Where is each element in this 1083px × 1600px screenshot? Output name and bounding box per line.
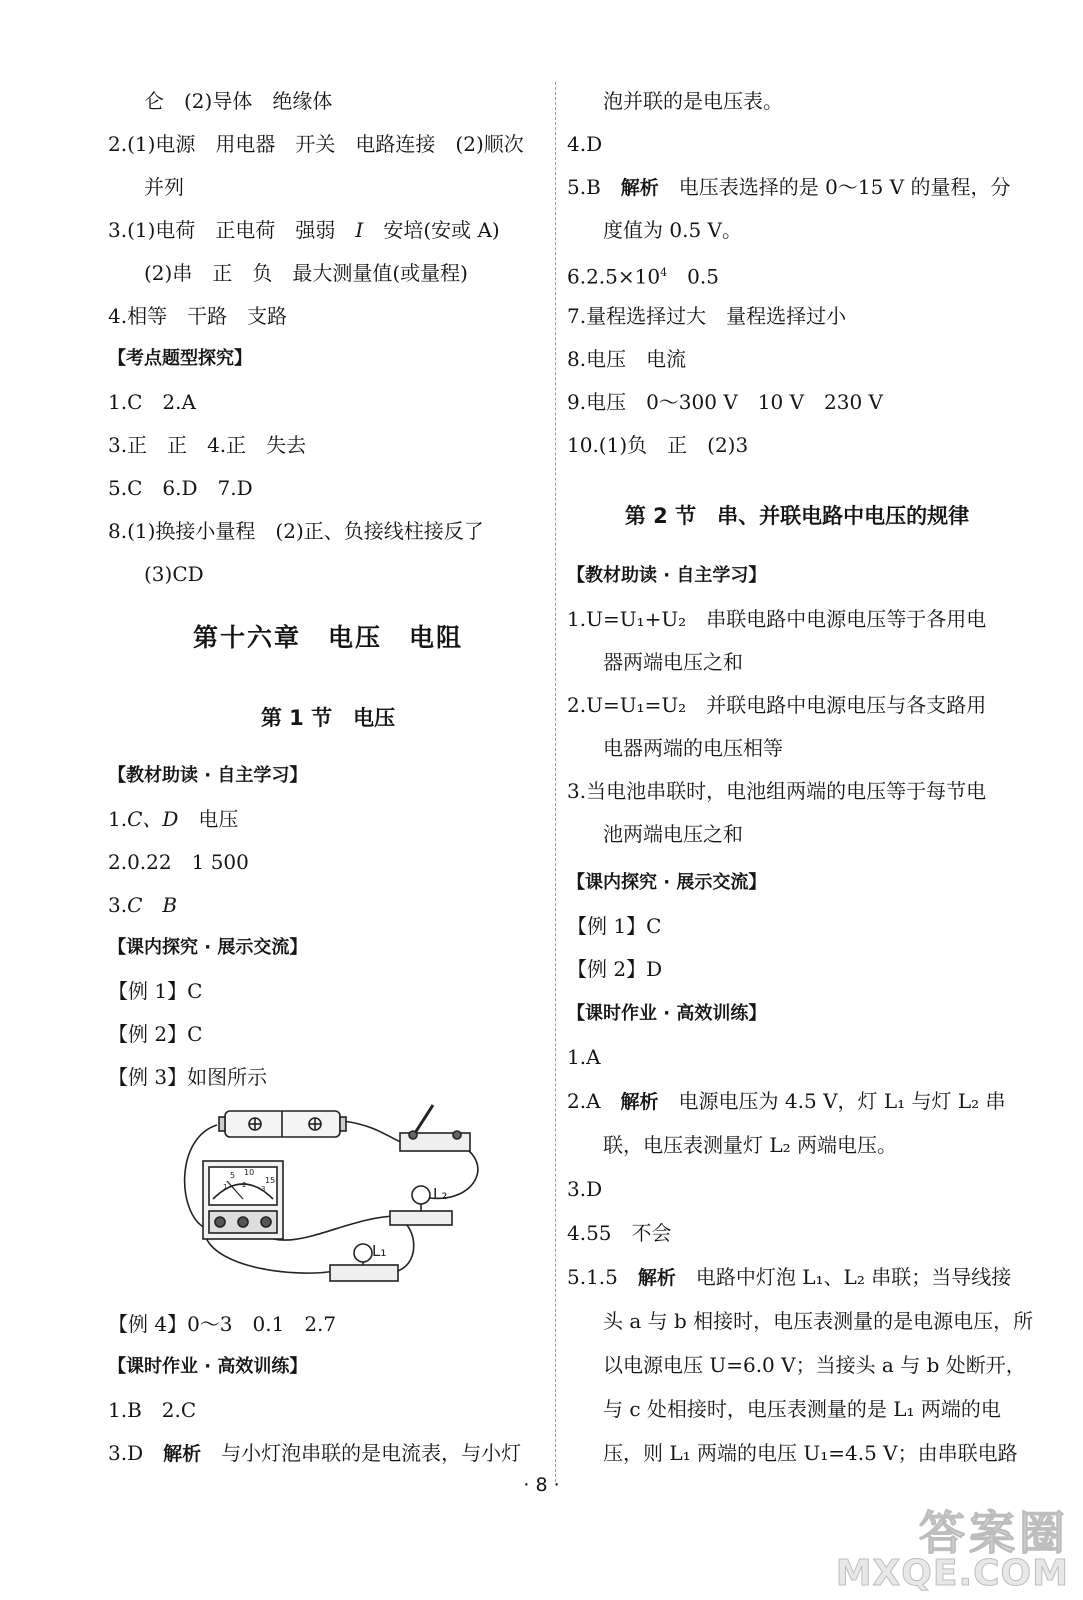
answer-line: 1.C 2.A	[108, 390, 196, 414]
answer-line: 3.D 解析 与小灯泡串联的是电流表，与小灯	[108, 1441, 522, 1465]
section-header: 【课时作业 · 高效训练】	[108, 1356, 308, 1377]
answer-line: 器两端电压之和	[603, 650, 743, 674]
lamp-label-l2: L₂	[433, 1185, 448, 1203]
answer-line: 7.量程选择过大 量程选择过小	[567, 304, 847, 328]
answer-line: 联，电压表测量灯 L₂ 两端电压。	[603, 1133, 898, 1157]
answer-line: 5.1.5 解析 电路中灯泡 L₁、L₂ 串联；当导线接	[567, 1265, 1012, 1289]
answer-line: $6.2.5\times 10^4$ 0.5	[567, 264, 719, 289]
answer-line: 1.B 2.C	[108, 1398, 197, 1422]
answer-line: 仑 (2)导体 绝缘体	[144, 89, 333, 113]
answer-line: 3.D	[567, 1177, 603, 1201]
answer-line: 与 c 处相接时，电压表测量的是 L₁ 两端的电	[603, 1397, 1001, 1421]
answer-line: 10.(1)负 正 (2)3	[567, 433, 749, 457]
section-header: 【课内探究 · 展示交流】	[567, 872, 767, 893]
example-answer: 【例 3】如图所示	[108, 1065, 268, 1089]
answer-line: 并列	[144, 175, 184, 199]
example-answer: 【例 4】0～3 0.1 2.7	[108, 1312, 337, 1336]
example-answer: 【例 2】D	[567, 957, 663, 981]
answer-line: 8.电压 电流	[567, 347, 687, 371]
answer-line: 4.55 不会	[567, 1221, 672, 1245]
section-title: 第 1 节 电压	[260, 706, 396, 730]
section-header: 【考点题型探究】	[108, 348, 252, 369]
answer-line: 8.(1)换接小量程 (2)正、负接线柱接反了	[108, 519, 484, 543]
answer-line: 1.U=U₁+U₂ 串联电路中电源电压等于各用电	[567, 607, 987, 631]
page-number: · 8 ·	[523, 1474, 560, 1496]
answer-line: 以电源电压 U=6.0 V；当接头 a 与 b 处断开，	[603, 1353, 1026, 1377]
scale-label: 2	[242, 1181, 247, 1189]
answer-line: 1.A	[567, 1045, 601, 1069]
answer-line: 3.正 正 4.正 失去	[108, 433, 307, 457]
answer-line: 5.C 6.D 7.D	[108, 476, 253, 500]
watermark-text: 答案圈	[919, 1506, 1069, 1560]
answer-line: 2.U=U₁=U₂ 并联电路中电源电压与各支路用	[567, 693, 987, 717]
answer-line: 4.D	[567, 132, 603, 156]
answer-line: 度值为 0.5 V。	[603, 218, 742, 242]
answer-line: 泡并联的是电压表。	[603, 89, 783, 113]
answer-line: 池两端电压之和	[603, 822, 743, 846]
example-answer: 【例 2】C	[108, 1022, 203, 1046]
scale-label: 3	[261, 1185, 266, 1193]
answer-line: 电器两端的电压相等	[603, 736, 783, 760]
section-header: 【教材助读 · 自主学习】	[567, 565, 767, 586]
answer-line: 9.电压 0～300 V 10 V 230 V	[567, 390, 884, 414]
answer-line: 头 a 与 b 相接时，电压表测量的是电源电压，所	[603, 1309, 1034, 1333]
answer-line: 3.C B	[108, 893, 178, 917]
section-header: 【课内探究 · 展示交流】	[108, 937, 308, 958]
answer-line: 4.相等 干路 支路	[108, 304, 288, 328]
section-header: 【教材助读 · 自主学习】	[108, 765, 308, 786]
answer-line: 5.B 解析 电压表选择的是 0～15 V 的量程，分	[567, 175, 1011, 199]
lamp-label-l1: L₁	[372, 1242, 387, 1260]
answer-line: 3.当电池串联时，电池组两端的电压等于每节电	[567, 779, 987, 803]
scale-label: 5	[230, 1171, 236, 1180]
example-answer: 【例 1】C	[567, 914, 662, 938]
watermark-url: MXQE.COM	[835, 1553, 1069, 1594]
answer-line: 压，则 L₁ 两端的电压 U₁=4.5 V；由串联电路	[603, 1441, 1018, 1465]
answer-line: 3.(1)电荷 正电荷 强弱 I 安培(安或 A)	[108, 218, 500, 242]
answer-line: 1.C、D 电压	[108, 807, 239, 831]
answer-line: 2.0.22 1 500	[108, 850, 249, 874]
example-answer: 【例 1】C	[108, 979, 203, 1003]
answer-line: 2.A 解析 电源电压为 4.5 V，灯 L₁ 与灯 L₂ 串	[567, 1089, 1006, 1113]
section-header: 【课时作业 · 高效训练】	[567, 1003, 767, 1024]
watermark-logo	[835, 1506, 1069, 1594]
section-title: 第 2 节 串、并联电路中电压的规律	[624, 504, 970, 528]
answer-line: (3)CD	[144, 562, 204, 586]
answer-line: 2.(1)电源 用电器 开关 电路连接 (2)顺次	[108, 132, 524, 156]
scale-label: 1	[223, 1183, 228, 1191]
answer-line: (2)串 正 负 最大测量值(或量程)	[144, 261, 468, 285]
chapter-title: 第十六章 电压 电阻	[192, 623, 463, 652]
circuit-diagram	[175, 1103, 485, 1293]
column-divider	[555, 82, 556, 1482]
scale-label: 15	[265, 1176, 276, 1185]
scale-label: 10	[244, 1168, 255, 1177]
